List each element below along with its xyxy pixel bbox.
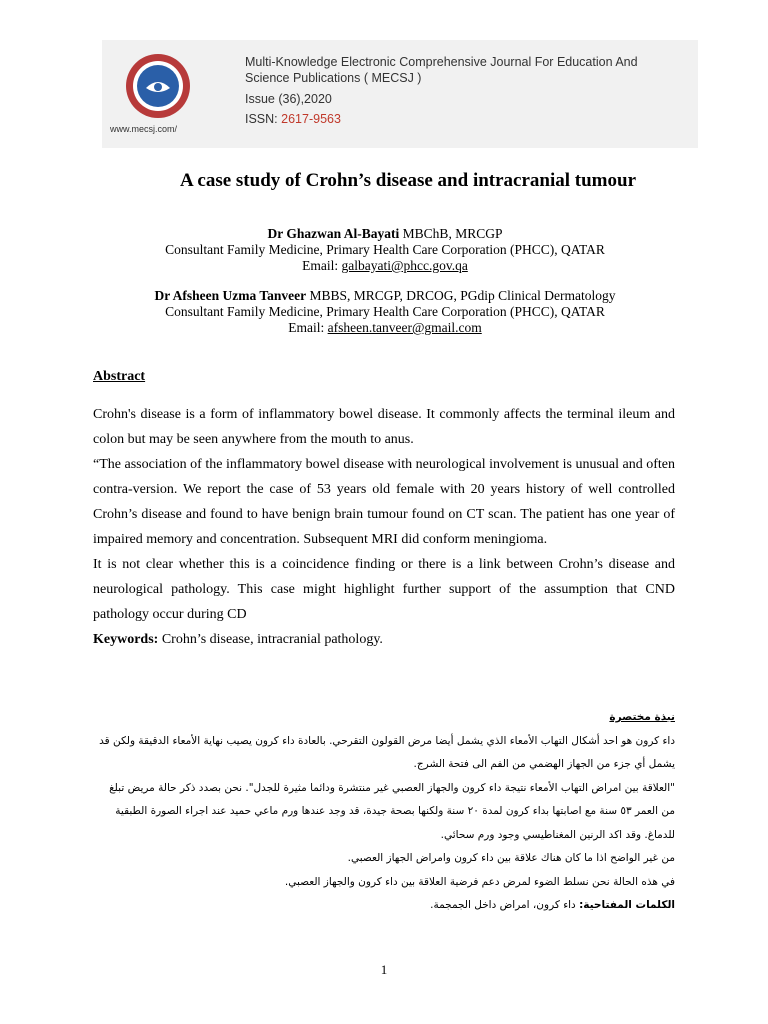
abstract-paragraph: Crohn's disease is a form of inflammatory bowel disease. It commonly affects the terminal ileum and colon but may be seen anywhere from the mouth to anus. (93, 407, 675, 447)
author-name: Dr Ghazwan Al-Bayati (267, 226, 400, 241)
site-url[interactable]: www.mecsj.com/ (110, 124, 178, 134)
issue-label: Issue (36),2020 (245, 92, 332, 106)
issn-line (245, 112, 341, 126)
abstract-paragraph: It is not clear whether this is a coincidence finding or there is a link between Crohn’s disease and neurological pathology. This case might highlight further support of the assumption that CND pathology occur during CD (93, 557, 675, 622)
author-email-link[interactable]: galbayati@phcc.gov.qa (341, 258, 468, 273)
journal-header (102, 40, 698, 148)
arabic-paragraph: داء كرون هو احد أشكال التهاب الأمعاء الذي يشمل أيضا مرض القولون التقرحي. بالعادة داء كرون يصيب نهاية الأمعاء الدقيقة ولكن قد يشمل أي جزء من الجهاز الهضمي من الفم الى فتحة الشرج. (99, 734, 675, 770)
author-credentials: MBChB, MRCGP (399, 226, 503, 241)
author-block-1 (0, 226, 768, 274)
keywords-text: Crohn’s disease, intracranial pathology. (158, 632, 383, 647)
keywords-label: Keywords: (93, 632, 159, 647)
arabic-keywords-text: داء كرون، امراض داخل الجمجمة. (430, 899, 580, 911)
issn-label: ISSN: (245, 112, 278, 126)
author-affiliation: Consultant Family Medicine, Primary Health Care Corporation (PHCC), QATAR (165, 304, 605, 319)
email-label: Email: (288, 320, 328, 335)
paper-title: A case study of Crohn’s disease and intracranial tumour (179, 170, 637, 191)
journal-title: Multi-Knowledge Electronic Comprehensive Journal For Education And Science Publications ( MECSJ ) (245, 55, 638, 85)
arabic-paragraph: من غير الواضح اذا ما كان هناك علاقة بين داء كرون وامراض الجهاز العصبي. (347, 852, 675, 864)
author-name: Dr Afsheen Uzma Tanveer (154, 288, 307, 303)
abstract-heading: Abstract (93, 369, 146, 384)
arabic-abstract (93, 706, 675, 918)
arabic-keywords-label: الكلمات المفتاحية: (579, 899, 675, 911)
email-label: Email: (302, 258, 342, 273)
arabic-paragraph: في هذه الحالة نحن نسلط الضوء لمرض دعم فرضية العلاقة بين داء كرون والجهاز العصبي. (284, 875, 675, 888)
author-email-link[interactable]: afsheen.tanveer@gmail.com (327, 320, 482, 335)
page-number: 1 (380, 962, 388, 977)
arabic-paragraph: "العلاقة بين امراض التهاب الأمعاء نتيجة داء كرون والجهاز العصبي غير منتشرة ودائما مثيرة للجدل". نحن بصدد ذكر حالة مريض تبلغ من العمر ٥٣ سنة مع اصابتها بداء كرون لمدة ٢٠ سنة ولكنها بصحة جيدة، قد وجد عندها ورم ماعي حميد عند اجراء الصورة الطبقية للدماغ. وقد اكد الرنين المغناطيسي وجود ورم سحائي. (109, 781, 675, 841)
author-credentials: MBBS, MRCGP, DRCOG, PGdip Clinical Dermatology (306, 288, 616, 303)
author-affiliation: Consultant Family Medicine, Primary Health Care Corporation (PHCC), QATAR (165, 242, 605, 257)
keywords-line (93, 627, 675, 652)
abstract-body (93, 402, 675, 652)
arabic-abstract-heading: نبذة مختصرة (609, 711, 675, 723)
journal-logo (124, 52, 192, 120)
author-block-2 (0, 288, 768, 336)
arabic-keywords-line (93, 894, 675, 918)
abstract-paragraph: “The association of the inflammatory bowel disease with neurological involvement is unusual and often contra-version. We report the case of 53 years old female with 20 years history of well controlled Crohn’s disease and found to have benign brain tumour found on CT scan. The patient has one year of impaired memory and concentration. Subsequent MRI did conform meningioma. (93, 457, 676, 547)
issn-number: 2617-9563 (281, 112, 341, 126)
